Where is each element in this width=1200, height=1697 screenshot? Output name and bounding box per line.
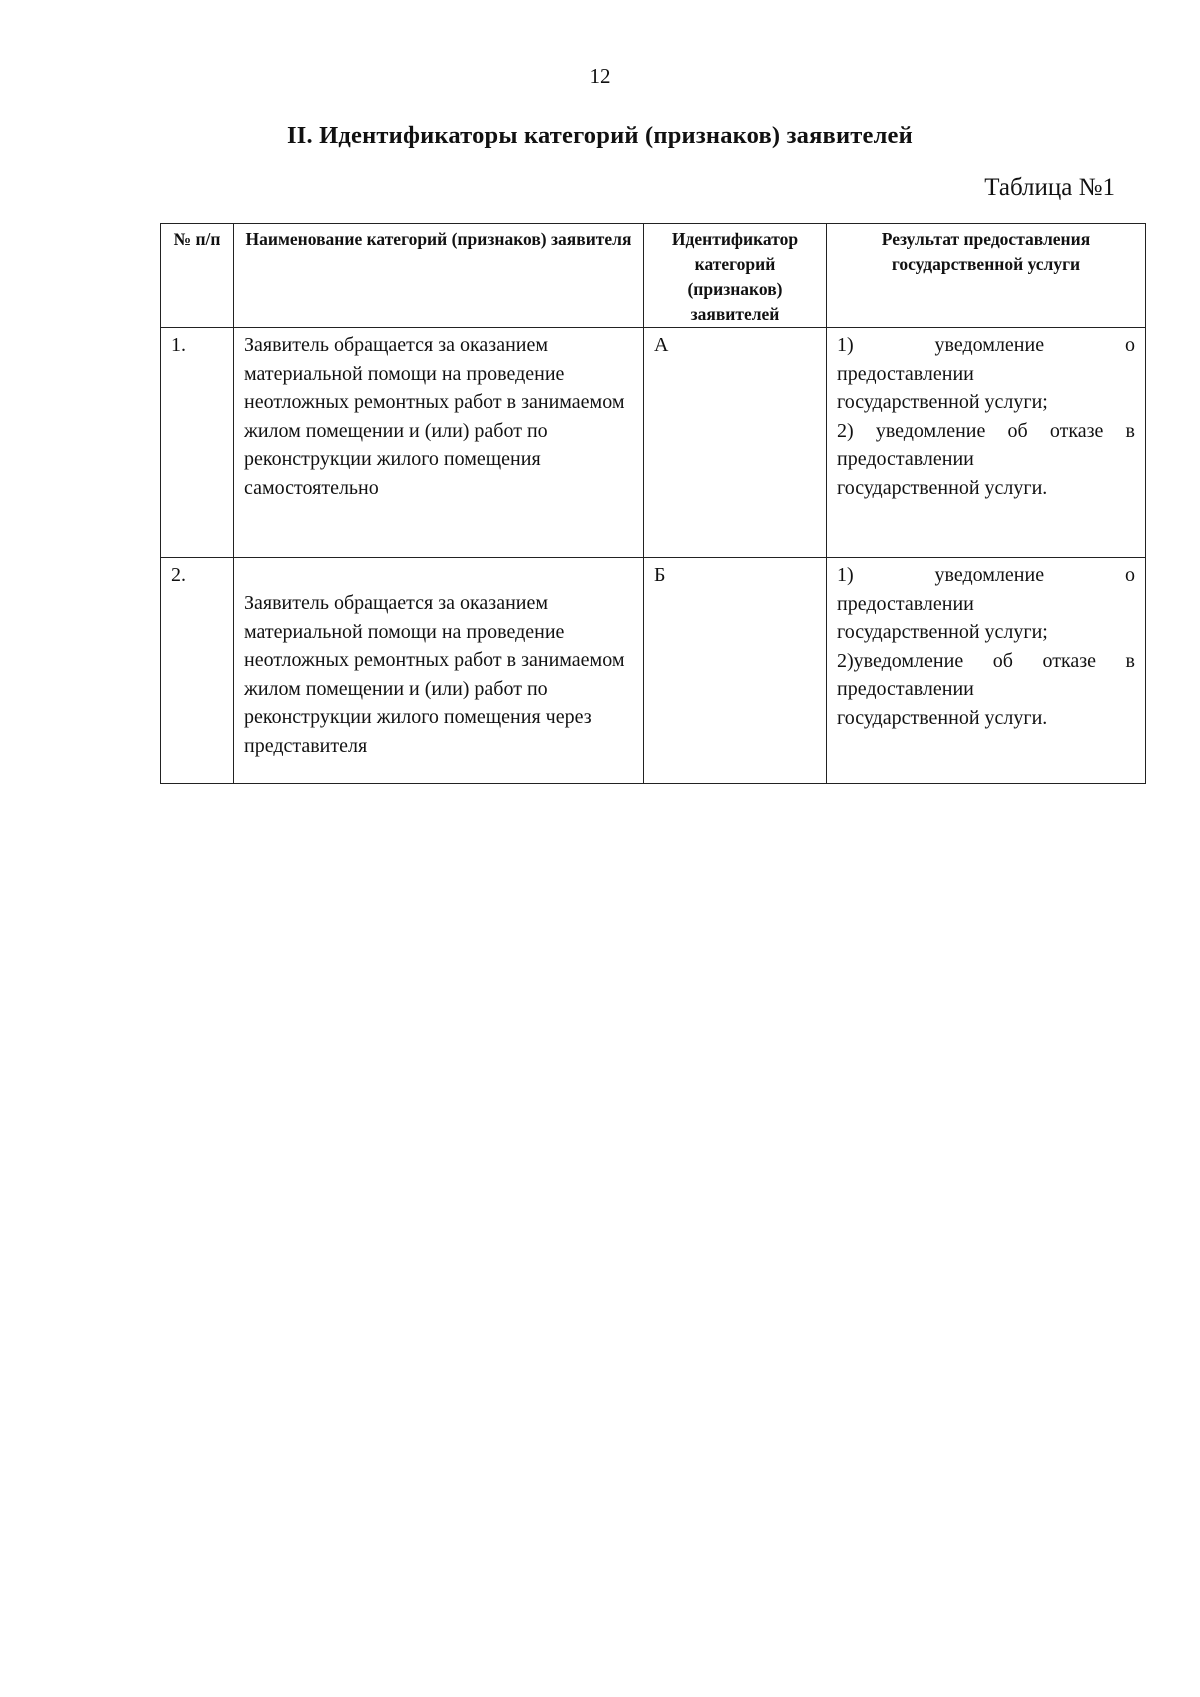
- category-name-text: Заявитель обращается за оказанием материальной помощи на проведение неотложных ремонтных работ в занимаемом жилом помещении и (или) работ по реконструкции жилого помещения самостоятельно: [244, 334, 625, 499]
- result-line: предоставлении: [837, 592, 974, 615]
- result-cell: [827, 558, 1146, 784]
- category-name-cell: [234, 328, 644, 558]
- category-name-cell: [234, 558, 644, 784]
- page-number: 12: [589, 64, 611, 88]
- result-line: государственной услуги;: [837, 391, 1048, 413]
- result-line: государственной услуги.: [837, 706, 1048, 729]
- table-row: [161, 328, 1146, 558]
- header-result: Результат предоставления государственной услуги: [827, 224, 1146, 328]
- row-number: 2.: [161, 558, 234, 784]
- category-name-text: Заявитель обращается за оказанием материальной помощи на проведение неотложных ремонтных работ в занимаемом жилом помещении и (или) работ по реконструкции жилого помещения через представителя: [244, 592, 625, 757]
- header-identifier: Идентификатор категорий (признаков) заявителей: [644, 224, 827, 328]
- result-line: 1) уведомление о: [837, 564, 1135, 586]
- result-line: 2) уведомление об отказе в: [837, 419, 1135, 442]
- section-title: II. Идентификаторы категорий (признаков) заявителей: [287, 122, 913, 149]
- result-line: предоставлении: [837, 362, 974, 385]
- result-cell: [827, 328, 1146, 558]
- table-header-row: [161, 224, 1146, 328]
- identifier-cell: А: [644, 328, 827, 558]
- table-caption: Таблица №1: [984, 174, 1115, 201]
- result-line: государственной услуги.: [837, 476, 1048, 499]
- result-line: 2)уведомление об отказе в: [837, 649, 1135, 672]
- table-row: [161, 558, 1146, 784]
- result-line: государственной услуги;: [837, 621, 1048, 643]
- result-line: предоставлении: [837, 448, 974, 470]
- result-line: 1) уведомление о: [837, 334, 1135, 356]
- applicant-categories-table: [160, 223, 1146, 784]
- identifier-cell: Б: [644, 558, 827, 784]
- header-number: № п/п: [161, 224, 234, 328]
- result-line: предоставлении: [837, 678, 974, 700]
- row-number: 1.: [161, 328, 234, 558]
- header-category-name: Наименование категорий (признаков) заявителя: [234, 224, 644, 328]
